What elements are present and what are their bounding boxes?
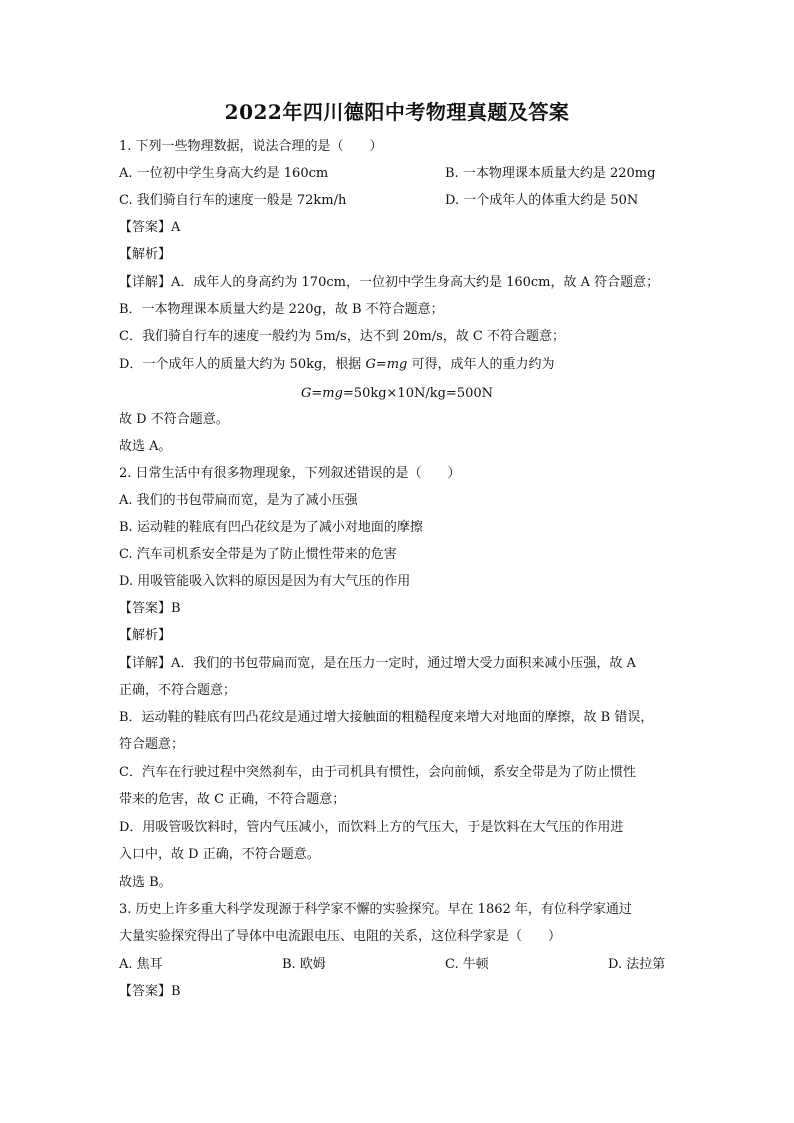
question-3-line: 3. 历史上许多重大科学发现源于科学家不懈的实验探究。早在 1862 年，有位科学家通过 [119,902,632,917]
q2-choose: 故选 B。 [119,875,172,890]
q1-formula-var: G=mg [300,386,343,401]
q1-detail-b: B．一本物理课本质量大约是 220g，故 B 不符合题意； [119,302,444,317]
q2-detail-line: 入口中，故 D 正确，不符合题意。 [119,847,320,862]
question-2: 2. 日常生活中有很多物理现象，下列叙述错误的是（ ） [119,466,461,481]
q2-detail-line: 符合题意； [119,737,185,752]
q2-detail-line: C．汽车在行驶过程中突然刹车，由于司机具有惯性，会向前倾，系安全带是为了防止惯性 [119,765,636,780]
q1-detail-a: 【详解】A．成年人的身高约为 170cm，一位初中学生身高大约是 160cm，故 A 符合题意； [119,275,660,290]
q3-option-a: A. 焦耳 [119,957,163,972]
q1-option-b: B. 一本物理课本质量大约是 220mg [445,166,656,181]
q2-detail-line: 带来的危害，故 C 正确，不符合题意； [119,792,346,807]
q2-detail-line: D．用吸管吸饮料时，管内气压减小，而饮料上方的气压大，于是饮料在大气压的作用进 [119,820,624,835]
q1-not-fit: 故 D 不符合题意。 [119,412,229,427]
q1-option-c: C. 我们骑自行车的速度一般是 72km/h [119,193,347,208]
q1-detail-c: C．我们骑自行车的速度一般约为 5m/s，达不到 20m/s，故 C 不符合题意； [119,329,565,344]
q2-option-c: C. 汽车司机系安全带是为了防止惯性带来的危害 [119,547,397,562]
q2-detail-line: 正确，不符合题意； [119,683,237,698]
q2-option-a: A. 我们的书包带扁而宽，是为了减小压强 [119,493,358,508]
q1-option-a: A. 一位初中学生身高大约是 160cm [119,166,329,181]
q3-option-c: C. 牛顿 [445,957,489,972]
q1-detail-d-formula: G=mg [365,357,408,372]
q1-choose: 故选 A。 [119,439,172,454]
q1-detail-d-post: 可得，成年人的重力约为 [407,357,555,372]
q2-detail-line: B．运动鞋的鞋底有凹凸花纹是通过增大接触面的粗糙程度来增大对地面的摩擦，故 B 错误， [119,710,654,725]
q1-option-d: D. 一个成年人的体重大约是 50N [445,193,639,208]
q2-option-d: D. 用吸管能吸入饮料的原因是因为有大气压的作用 [119,574,411,589]
q2-analysis-label: 【解析】 [119,628,172,643]
page-title: 2022年四川德阳中考物理真题及答案 [224,100,570,124]
q1-formula-rest: =50kg×10N/kg=500N [342,386,494,401]
q3-option-b: B. 欧姆 [282,957,326,972]
q1-analysis-label: 【解析】 [119,247,172,262]
q3-option-d: D. 法拉第 [608,957,666,972]
q2-answer: 【答案】B [119,601,181,616]
q2-detail-line: 【详解】A．我们的书包带扁而宽，是在压力一定时，通过增大受力面积来减小压强，故 A [119,656,636,671]
q1-formula [0,384,794,404]
question-1: 1. 下列一些物理数据，说法合理的是（ ） [119,139,383,154]
q2-option-b: B. 运动鞋的鞋底有凹凸花纹是为了减小对地面的摩擦 [119,520,423,535]
question-3-line: 大量实验探究得出了导体中电流跟电压、电阻的关系，这位科学家是（ ） [119,929,562,944]
q1-detail-d-pre: D．一个成年人的质量大约为 50kg，根据 [119,357,366,372]
q1-detail-d [119,355,679,375]
q1-answer: 【答案】A [119,220,181,235]
q3-answer: 【答案】B [119,984,181,999]
